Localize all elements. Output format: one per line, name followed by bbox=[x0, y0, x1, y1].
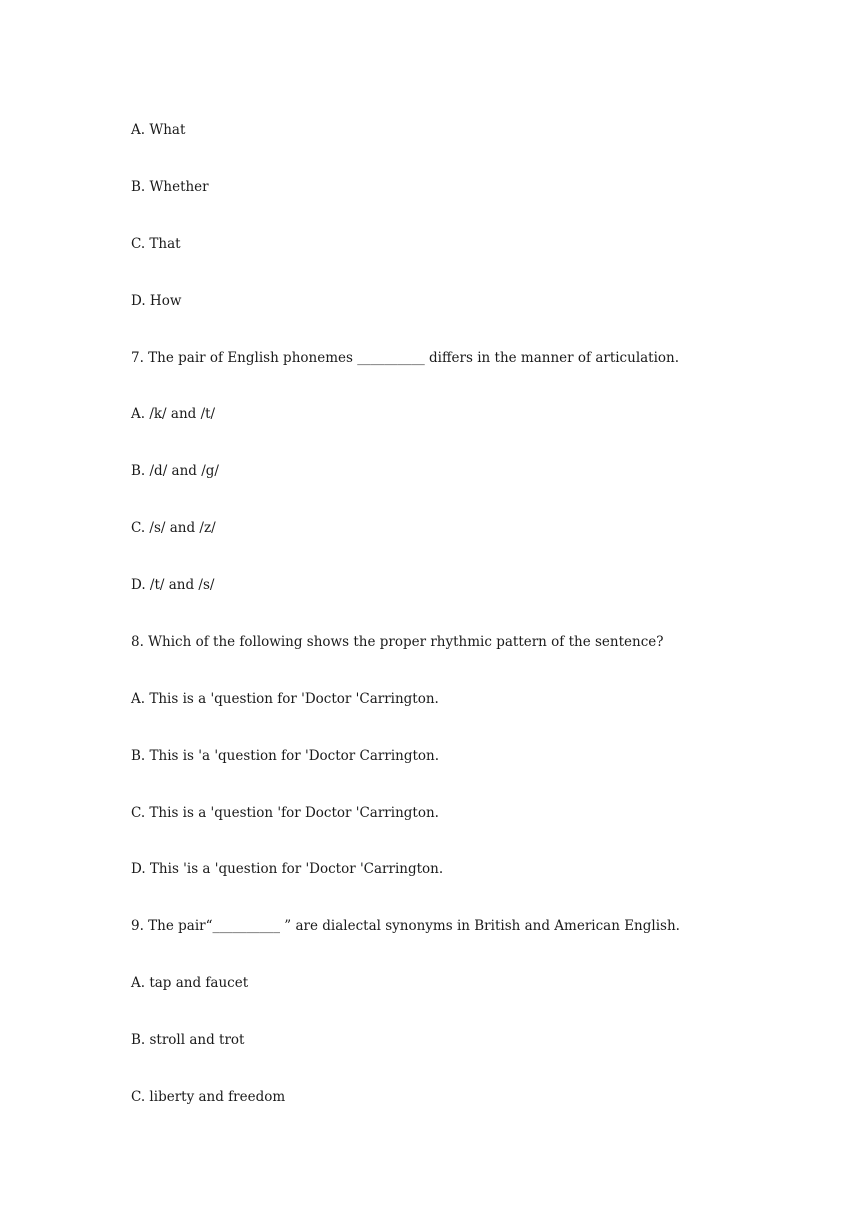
question-9: 9. The pair“__________ ” are dialectal synonyms in British and American English. bbox=[131, 918, 680, 934]
q9-option-c: C. liberty and freedom bbox=[131, 1089, 286, 1105]
q6-option-c: C. That bbox=[131, 236, 181, 252]
q7-option-a: A. /k/ and /t/ bbox=[131, 406, 216, 422]
q9-option-a: A. tap and faucet bbox=[131, 975, 249, 991]
question-7: 7. The pair of English phonemes __________ differs in the manner of articulation. bbox=[131, 350, 680, 366]
q7-option-d: D. /t/ and /s/ bbox=[131, 577, 215, 593]
q8-option-d: D. This 'is a 'question for 'Doctor 'Carrington. bbox=[131, 861, 444, 877]
q7-option-c: C. /s/ and /z/ bbox=[131, 520, 216, 536]
q6-option-d: D. How bbox=[131, 293, 182, 309]
q7-option-b: B. /d/ and /g/ bbox=[131, 463, 219, 479]
q8-option-c: C. This is a 'question 'for Doctor 'Carrington. bbox=[131, 805, 439, 821]
q8-option-a: A. This is a 'question for 'Doctor 'Carrington. bbox=[131, 691, 439, 707]
q6-option-b: B. Whether bbox=[131, 179, 209, 195]
q6-option-a: A. What bbox=[131, 122, 186, 138]
question-8: 8. Which of the following shows the proper rhythmic pattern of the sentence? bbox=[131, 634, 664, 650]
q8-option-b: B. This is 'a 'question for 'Doctor Carrington. bbox=[131, 748, 440, 764]
q9-option-b: B. stroll and trot bbox=[131, 1032, 245, 1048]
